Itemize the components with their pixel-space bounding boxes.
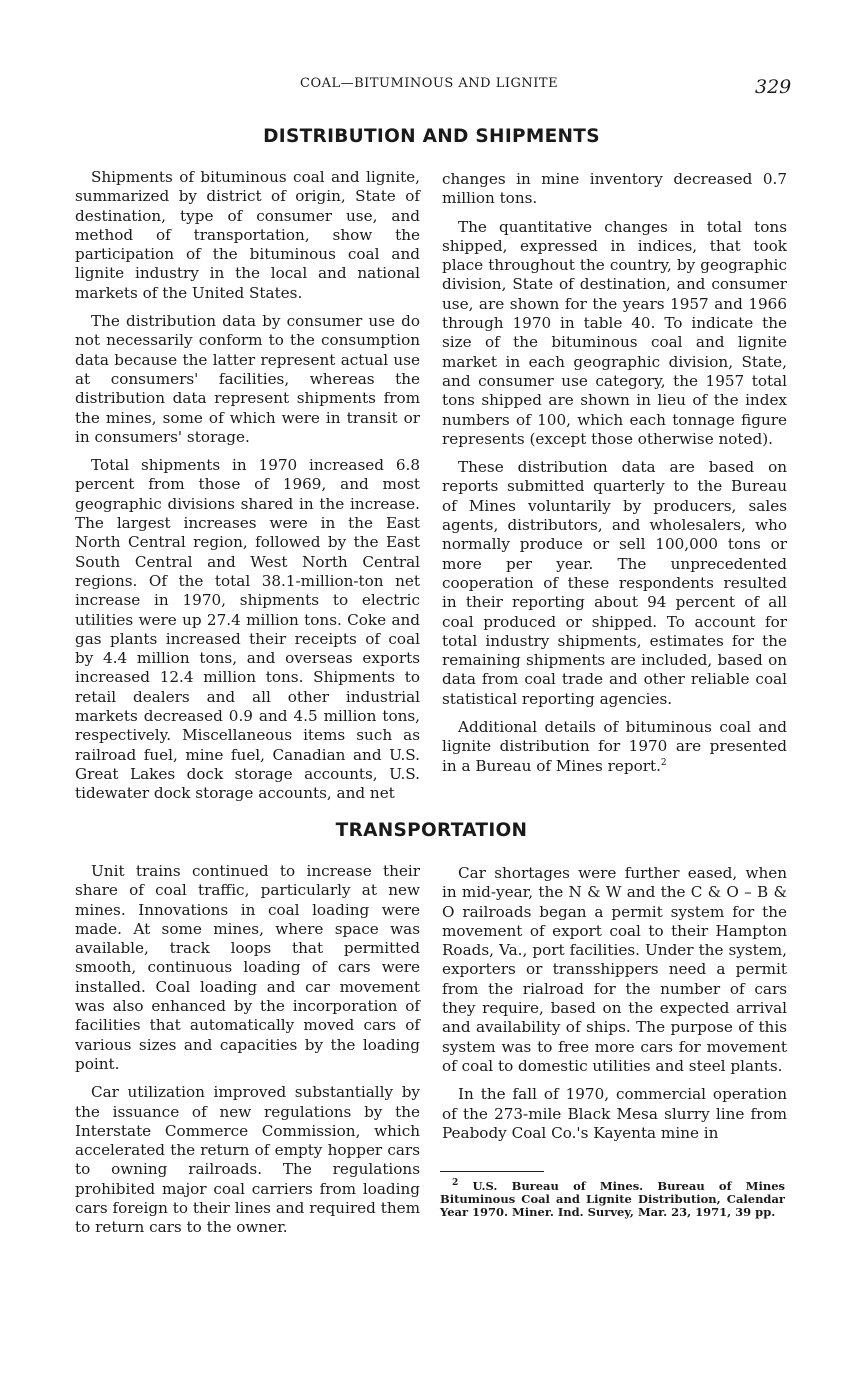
footnote-ref[interactable]: 2 [660, 757, 667, 768]
paragraph: Car utilization improved substantially by the issuance of new regulations by the Interstate Commerce Commission, which accelerated the return of empty hopper cars to owning railroads. The regulations prohibited major coal carriers from loading cars foreign to their lines and required them to return cars to the owner. [75, 1083, 420, 1237]
section-heading-transportation: TRANSPORTATION [335, 820, 528, 841]
paragraph: Car shortages were further eased, when in mid-year, the N & W and the C & O – B & O railroads began a permit system for the movement of export coal to their Hampton Roads, Va., port facilities. Under the system, exporters or transshippers need a permit from the rialroad for the number of cars they require, based on the expected arrival and availability of ships. The purpose of this system was to free more cars for movement of coal to domestic utilities and steel plants. [442, 864, 787, 1075]
footnote-text: U.S. Bureau of Mines. Bureau of Mines Bituminous Coal and Lignite Distribution, Calendar Year 1970. Miner. Ind. Survey, Mar. 23, 1971, 39 pp. [440, 1179, 785, 1220]
paragraph-text: Additional details of bituminous coal and lignite distribution for 1970 are presented in a Bureau of Mines report. [442, 718, 787, 775]
running-head: COAL—BITUMINOUS AND LIGNITE [300, 76, 559, 91]
paragraph: In the fall of 1970, commercial operation of the 273-mile Black Mesa slurry line from Peabody Coal Co.'s Kayenta mine in [442, 1085, 787, 1142]
paragraph: Unit trains continued to increase their share of coal traffic, particularly at new mines. Innovations in coal loading were made. At some mines, where space was available, track loops that permitted smooth, continuous loading of cars were installed. Coal loading and car movement was also enhanced by the incorporation of facilities that automatically moved cars of various sizes and capacities by the loading point. [75, 862, 420, 1073]
paragraph: changes in mine inventory decreased 0.7 million tons. [442, 170, 787, 208]
paragraph: These distribution data are based on reports submitted quarterly to the Bureau of Mines voluntarily by producers, sales agents, distributors, and wholesalers, who normally produce or sell 100,000 tons or more per year. The unprecedented cooperation of these respondents resulted in their reporting about 94 percent of all coal produced or shipped. To account for total industry shipments, estimates for the remaining shipments are included, based on data from coal trade and other reliable coal statistical reporting agencies. [442, 458, 787, 708]
transportation-column-left [75, 862, 420, 1247]
paragraph: Total shipments in 1970 increased 6.8 percent from those of 1969, and most geographic divisions shared in the increase. The largest increases were in the East North Central region, followed by the East South Central and West North Central regions. Of the total 38.1-million-ton net increase in 1970, shipments to electric utilities were up 27.4 million tons. Coke and gas plants increased their receipts of coal by 4.4 million tons, and overseas exports increased 12.4 million tons. Shipments to retail dealers and all other industrial markets decreased 0.9 and 4.5 million tons, respectively. Miscellaneous items such as railroad fuel, mine fuel, Canadian and U.S. Great Lakes dock storage accounts, U.S. tidewater dock storage accounts, and net [75, 456, 420, 803]
footnote-marker: 2 [452, 1178, 459, 1189]
footnote-divider [440, 1171, 544, 1172]
footnote [440, 1180, 785, 1220]
paragraph: The quantitative changes in total tons shipped, expressed in indices, that took place throughout the country, by geographic division, State of destination, and consumer use, are shown for the years 1957 and 1966 through 1970 in table 40. To indicate the size of the bituminous coal and lignite market in each geographic division, State, and consumer use category, the 1957 total tons shipped are shown in lieu of the index numbers of 100, which each tonnage figure represents (except those otherwise noted). [442, 217, 787, 448]
transportation-column-right [442, 864, 787, 1152]
paragraph-with-footnote [442, 718, 787, 776]
paragraph: The distribution data by consumer use do not necessarily conform to the consumption data because the latter represent actual use at consumers' facilities, whereas the distribution data represent shipments from the mines, some of which were in transit or in consumers' storage. [75, 312, 420, 446]
paragraph: Shipments of bituminous coal and lignite, summarized by district of origin, State of destination, type of consumer use, and method of transportation, show the participation of the bituminous coal and lignite industry in the local and national markets of the United States. [75, 168, 420, 302]
distribution-column-right [442, 170, 787, 785]
section-heading-distribution: DISTRIBUTION AND SHIPMENTS [263, 126, 600, 147]
page-number: 329 [755, 76, 792, 98]
distribution-column-left [75, 168, 420, 813]
